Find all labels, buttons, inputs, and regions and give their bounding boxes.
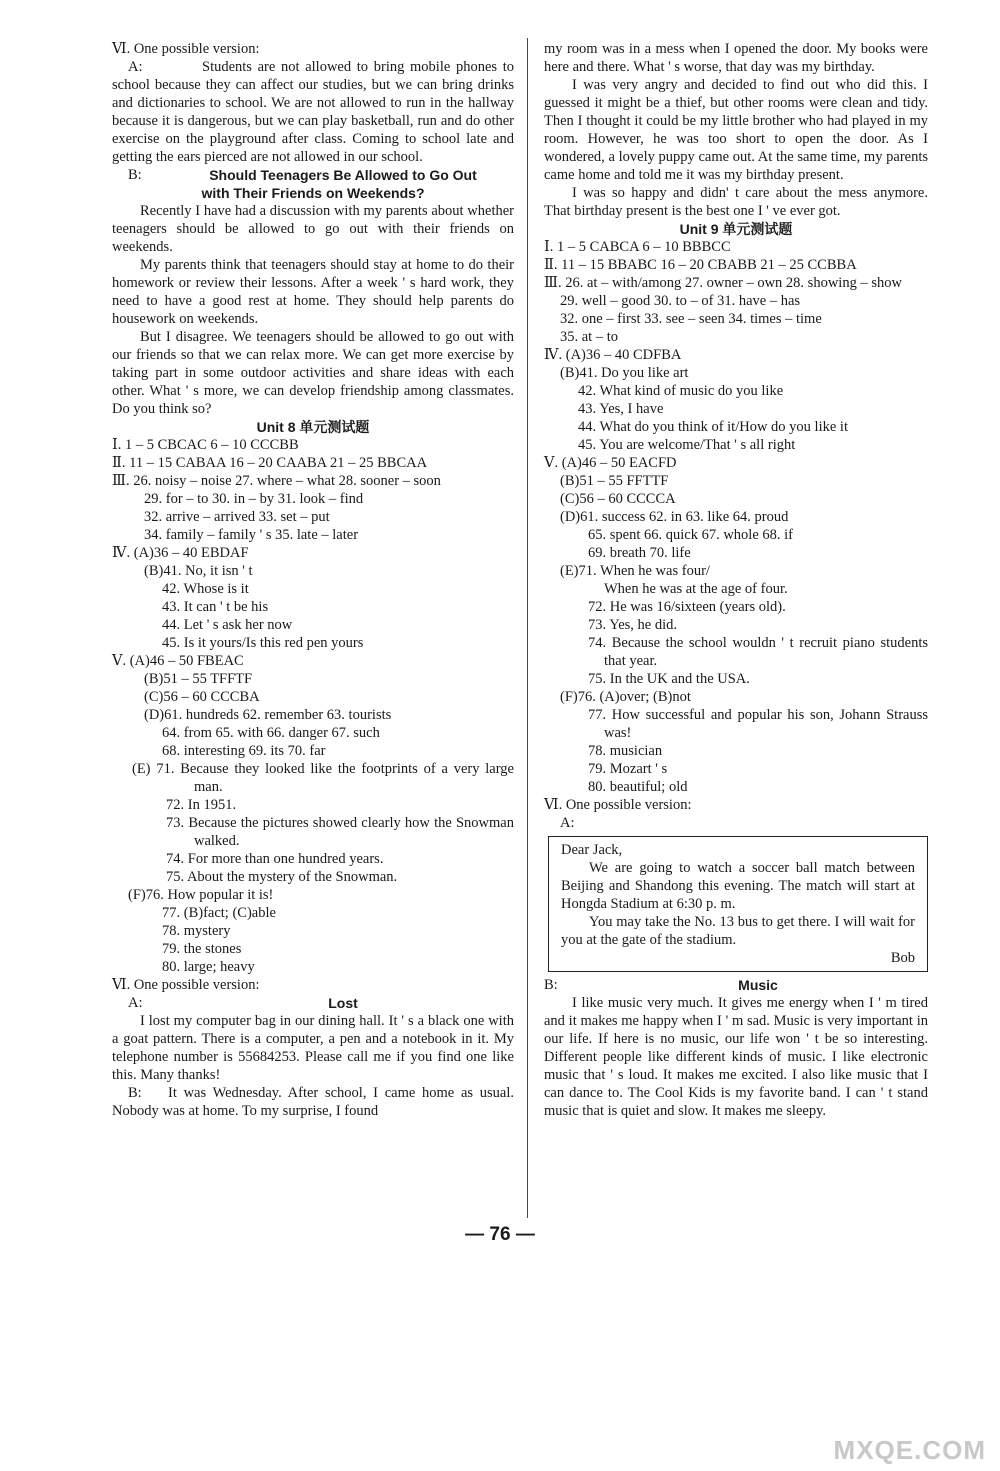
letter-box bbox=[548, 836, 928, 972]
letter-signature: Bob bbox=[890, 950, 915, 966]
answer-line: 80. large; heavy bbox=[162, 959, 255, 975]
answer-line: 79. Mozart ' s bbox=[588, 761, 668, 777]
section-heading: Ⅵ. One possible version: bbox=[544, 797, 692, 813]
answer-line: 68. interesting 69. its 70. far bbox=[162, 743, 326, 759]
story-b-text: It was Wednesday. After school, I came home as usual. Nobody was at home. To my surprise, I found bbox=[112, 1085, 514, 1119]
right-column bbox=[544, 40, 928, 1120]
unit9-title: Unit 9 单元测试题 bbox=[679, 221, 793, 237]
answer-line: (D)61. hundreds 62. remember 63. tourists bbox=[144, 707, 392, 723]
answer-line: (B)41. No, it isn ' t bbox=[144, 563, 253, 579]
answer-line: (C)56 – 60 CCCCA bbox=[560, 491, 676, 507]
answer-line: 43. It can ' t be his bbox=[162, 599, 269, 615]
answer-line: 69. breath 70. life bbox=[588, 545, 691, 561]
answer-line: Ⅱ. 11 – 15 CABAA 16 – 20 CAABA 21 – 25 BBCAA bbox=[112, 455, 428, 471]
lost-title: Lost bbox=[328, 995, 358, 1011]
label-a: A: bbox=[128, 995, 143, 1011]
unit8-title: Unit 8 单元测试题 bbox=[256, 419, 370, 435]
answer-line: (B)51 – 55 TFFTF bbox=[144, 671, 253, 687]
answer-line: 74. For more than one hundred years. bbox=[166, 851, 384, 867]
answer-line: Ⅱ. 11 – 15 BBABC 16 – 20 CBABB 21 – 25 CCBBA bbox=[544, 257, 857, 273]
answer-line: 74. Because the school wouldn ' t recruit piano students that year. bbox=[588, 635, 928, 669]
lost-title-row bbox=[112, 994, 514, 1012]
page-number: — 76 — bbox=[465, 1224, 535, 1245]
answer-line: 45. Is it yours/Is this red pen yours bbox=[162, 635, 364, 651]
answer-line: 80. beautiful; old bbox=[588, 779, 688, 795]
answer-line: 42. Whose is it bbox=[162, 581, 249, 597]
answer-line: (B)41. Do you like art bbox=[560, 365, 689, 381]
answer-line: 29. for – to 30. in – by 31. look – find bbox=[144, 491, 364, 507]
answer-line: Ⅳ. (A)36 – 40 CDFBA bbox=[544, 347, 682, 363]
answer-line: Ⅲ. 26. at – with/among 27. owner – own 28. showing – show bbox=[544, 275, 902, 291]
answer-line: 77. (B)fact; (C)able bbox=[162, 905, 276, 921]
essay-b-title-row bbox=[112, 166, 514, 184]
story-continued: I was so happy and didn' t care about the mess anymore. That birthday present is the best one I ' ve ever got. bbox=[544, 185, 928, 219]
lost-text: I lost my computer bag in our dining hall. It ' s a black one with a goat pattern. There is a computer, a pen and a notebook in it. My telephone number is 55684253. Please call me if you find one like this. Many thanks! bbox=[112, 1013, 514, 1083]
answer-line: (E) 71. Because they looked like the footprints of a very large man. bbox=[132, 761, 514, 795]
answer-line: 78. mystery bbox=[162, 923, 231, 939]
answer-line: 32. one – first 33. see – seen 34. times – time bbox=[560, 311, 822, 327]
label-b: B: bbox=[128, 167, 142, 183]
answer-line: 72. In 1951. bbox=[166, 797, 237, 813]
answer-line: 79. the stones bbox=[162, 941, 242, 957]
label-b: B: bbox=[544, 977, 558, 993]
column-divider bbox=[527, 38, 528, 1218]
answer-line: 73. Because the pictures showed clearly how the Snowman walked. bbox=[166, 815, 514, 849]
section-heading: Ⅵ. One possible version: bbox=[112, 41, 260, 57]
music-title: Music bbox=[738, 977, 778, 993]
story-continued: I was very angry and decided to find out who did this. I guessed it might be a thief, but other rooms were clean and tidy. Then I thought it could be my little brother who had played in my room. However, he was too short to open the door. As I wondered, a lovely puppy came out. At the same time, my parents came home and told me it was my birthday present. bbox=[544, 77, 928, 183]
answer-line: 32. arrive – arrived 33. set – put bbox=[144, 509, 330, 525]
answer-line: 44. What do you think of it/How do you like it bbox=[578, 419, 848, 435]
answer-line: (F)76. (A)over; (B)not bbox=[560, 689, 691, 705]
answer-line: (D)61. success 62. in 63. like 64. proud bbox=[560, 509, 789, 525]
essay-b-paragraph: Recently I have had a discussion with my parents about whether teenagers should be allowed to go out with their friends on weekends. bbox=[112, 203, 514, 255]
answer-line: 75. About the mystery of the Snowman. bbox=[166, 869, 398, 885]
essay-b-title-1: Should Teenagers Be Allowed to Go Out bbox=[209, 167, 477, 183]
answer-line: 65. spent 66. quick 67. whole 68. if bbox=[588, 527, 793, 543]
answer-line: Ⅴ. (A)46 – 50 EACFD bbox=[544, 455, 677, 471]
letter-greeting: Dear Jack, bbox=[561, 842, 623, 858]
answer-line: Ⅰ. 1 – 5 CABCA 6 – 10 BBBCC bbox=[544, 239, 731, 255]
answer-line: When he was at the age of four. bbox=[604, 581, 788, 597]
answer-line: Ⅰ. 1 – 5 CBCAC 6 – 10 CCCBB bbox=[112, 437, 299, 453]
section-heading: Ⅵ. One possible version: bbox=[112, 977, 260, 993]
answer-line: 72. He was 16/sixteen (years old). bbox=[588, 599, 786, 615]
label-b: B: bbox=[128, 1085, 142, 1101]
answer-line: 64. from 65. with 66. danger 67. such bbox=[162, 725, 380, 741]
answer-line: (E)71. When he was four/ bbox=[560, 563, 710, 579]
answer-line: 43. Yes, I have bbox=[578, 401, 664, 417]
letter-paragraph: We are going to watch a soccer ball match between Beijing and Shandong this evening. The match will start at Hongda Stadium at 6:30 p. m. bbox=[561, 860, 915, 912]
label-a: A: bbox=[560, 815, 575, 831]
answer-line: 29. well – good 30. to – of 31. have – has bbox=[560, 293, 801, 309]
letter-paragraph: You may take the No. 13 bus to get there. I will wait for you at the gate of the stadium. bbox=[561, 914, 915, 948]
essay-b-paragraph: But I disagree. We teenagers should be allowed to go out with our friends so that we can relax more. We can get more exercise by taking part in some outdoor activities and share ideas with each other. What ' s more, we can develop friendship among classmates. Do you think so? bbox=[112, 329, 514, 417]
answer-line: 45. You are welcome/That ' s all right bbox=[578, 437, 796, 453]
label-a: A: bbox=[128, 59, 143, 75]
left-column bbox=[112, 40, 514, 1120]
answer-line: 73. Yes, he did. bbox=[588, 617, 678, 633]
watermark-logo: MXQE.COM bbox=[833, 1435, 986, 1465]
answer-line: 34. family – family ' s 35. late – later bbox=[144, 527, 359, 543]
answer-line: (B)51 – 55 FFTTF bbox=[560, 473, 669, 489]
answer-line: 77. How successful and popular his son, Johann Strauss was! bbox=[588, 707, 928, 741]
answer-line: 44. Let ' s ask her now bbox=[162, 617, 293, 633]
story-continued: my room was in a mess when I opened the door. My books were here and there. What ' s worse, that day was my birthday. bbox=[544, 41, 928, 75]
answer-line: Ⅴ. (A)46 – 50 FBEAC bbox=[112, 653, 244, 669]
essay-b-paragraph: My parents think that teenagers should stay at home to do their homework or review their lessons. After a week ' s hard work, they need to have a good rest at home. They should help parents do housework on weekends. bbox=[112, 257, 514, 327]
answer-line: (F)76. How popular it is! bbox=[128, 887, 274, 903]
essay-b-title-2: with Their Friends on Weekends? bbox=[201, 185, 425, 201]
answer-line: 78. musician bbox=[588, 743, 663, 759]
answer-line: 42. What kind of music do you like bbox=[578, 383, 784, 399]
answer-line: 35. at – to bbox=[560, 329, 618, 345]
music-text: I like music very much. It gives me energy when I ' m tired and it makes me happy when I ' m sad. Music is very important in our life. If here is no music, our life won ' t be so interesting. Different people like different kinds of music. I like electronic music that ' s loud. It makes me excited. I also like music that I can dance to. The Cool Kids is my favorite band. I can ' t stand music that is quiet and slow. It makes me sleepy. bbox=[544, 995, 928, 1119]
answer-line: 75. In the UK and the USA. bbox=[588, 671, 750, 687]
music-title-row bbox=[544, 976, 928, 994]
answer-line: Ⅲ. 26. noisy – noise 27. where – what 28. sooner – soon bbox=[112, 473, 441, 489]
essay-a-text: Students are not allowed to bring mobile phones to school because they can affect our studies, but we can bring drinks and dictionaries to school. We are not allowed to run in the hallway because it is dangerous, but we can play basketball, run and do other exercise on the playground after class. Coming to school late and getting the ears pierced are not allowed in our school. bbox=[112, 59, 514, 165]
answer-line: (C)56 – 60 CCCBA bbox=[144, 689, 260, 705]
answer-line: Ⅳ. (A)36 – 40 EBDAF bbox=[112, 545, 249, 561]
